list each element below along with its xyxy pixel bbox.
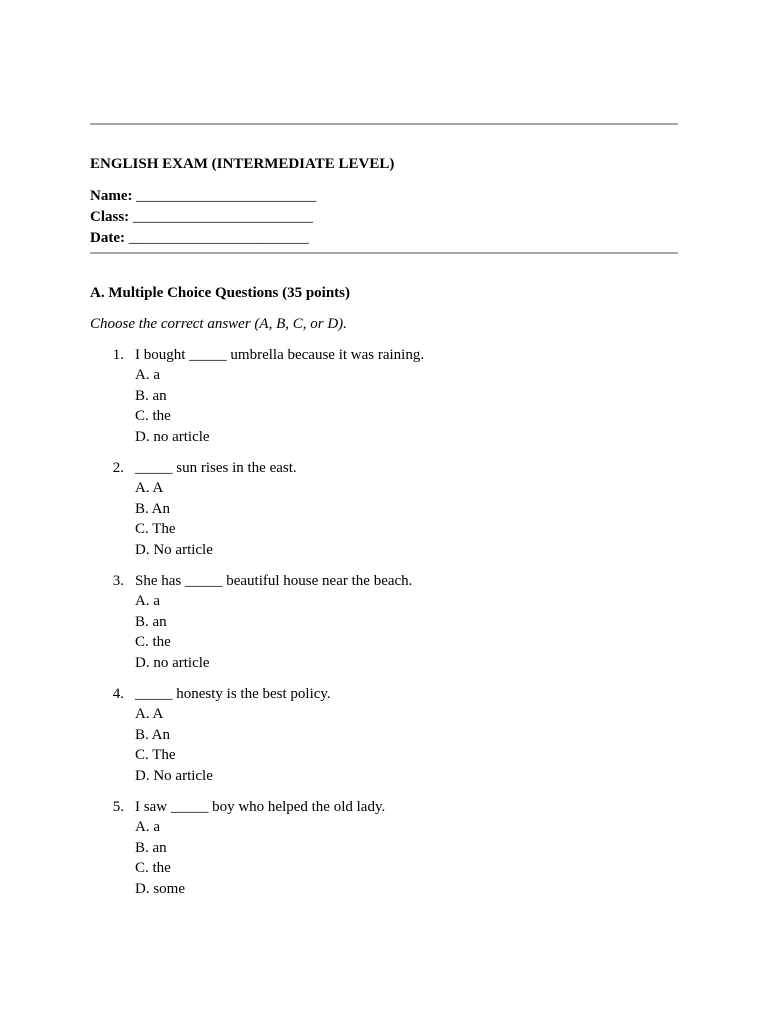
question-row (90, 684, 678, 704)
answer-options (90, 478, 678, 560)
answer-options (90, 591, 678, 673)
question-number: 3. (112, 573, 124, 589)
option-d: D. some (135, 880, 185, 897)
question-text: I bought _____ umbrella because it was raining. (135, 347, 425, 363)
question-2 (90, 458, 678, 560)
header-bottom-divider (90, 252, 678, 254)
question-list (90, 345, 678, 899)
option-b: B. an (135, 613, 167, 630)
name-field-blank: ________________________ (132, 188, 317, 204)
option-a: A. A (135, 480, 164, 496)
top-divider (90, 123, 678, 125)
question-text: She has _____ beautiful house near the beach. (135, 573, 413, 589)
option-a: A. A (135, 706, 164, 722)
question-row (90, 458, 678, 478)
student-info-fields (90, 186, 678, 249)
exam-page (90, 123, 678, 910)
option-c: C. The (135, 747, 176, 763)
section-a-title: A. Multiple Choice Questions (35 points) (90, 285, 351, 301)
answer-options (90, 704, 678, 786)
question-number: 2. (112, 460, 124, 476)
question-text: _____ honesty is the best policy. (135, 686, 331, 702)
question-text: I saw _____ boy who helped the old lady. (135, 799, 386, 815)
question-number: 1. (112, 347, 124, 363)
option-b: B. an (135, 387, 167, 404)
question-number: 4. (112, 686, 124, 702)
option-c: C. The (135, 521, 176, 537)
question-4 (90, 684, 678, 786)
question-1 (90, 345, 678, 447)
option-a: A. a (135, 819, 160, 835)
question-row (90, 797, 678, 817)
question-row (90, 571, 678, 591)
option-d: D. No article (135, 541, 213, 558)
date-field-label: Date: (90, 230, 125, 246)
option-b: B. An (135, 726, 171, 743)
date-field (90, 228, 678, 249)
answer-options (90, 365, 678, 447)
option-d: D. no article (135, 428, 210, 445)
option-c: C. the (135, 634, 171, 650)
exam-title: ENGLISH EXAM (INTERMEDIATE LEVEL) (90, 156, 395, 172)
class-field (90, 207, 678, 228)
class-field-label: Class: (90, 209, 130, 225)
question-5 (90, 797, 678, 899)
question-row (90, 345, 678, 365)
option-a: A. a (135, 367, 160, 383)
question-3 (90, 571, 678, 673)
option-c: C. the (135, 860, 171, 876)
answer-options (90, 817, 678, 899)
option-b: B. An (135, 500, 171, 517)
section-a-instructions: Choose the correct answer (A, B, C, or D). (90, 316, 347, 332)
date-field-blank: ________________________ (124, 230, 309, 246)
option-d: D. No article (135, 767, 213, 784)
name-field-label: Name: (90, 188, 133, 204)
question-text: _____ sun rises in the east. (135, 460, 297, 476)
option-a: A. a (135, 593, 160, 609)
option-b: B. an (135, 839, 167, 856)
option-c: C. the (135, 408, 171, 424)
option-d: D. no article (135, 654, 210, 671)
class-field-blank: ________________________ (129, 209, 313, 225)
name-field (90, 186, 678, 207)
question-number: 5. (112, 799, 124, 815)
